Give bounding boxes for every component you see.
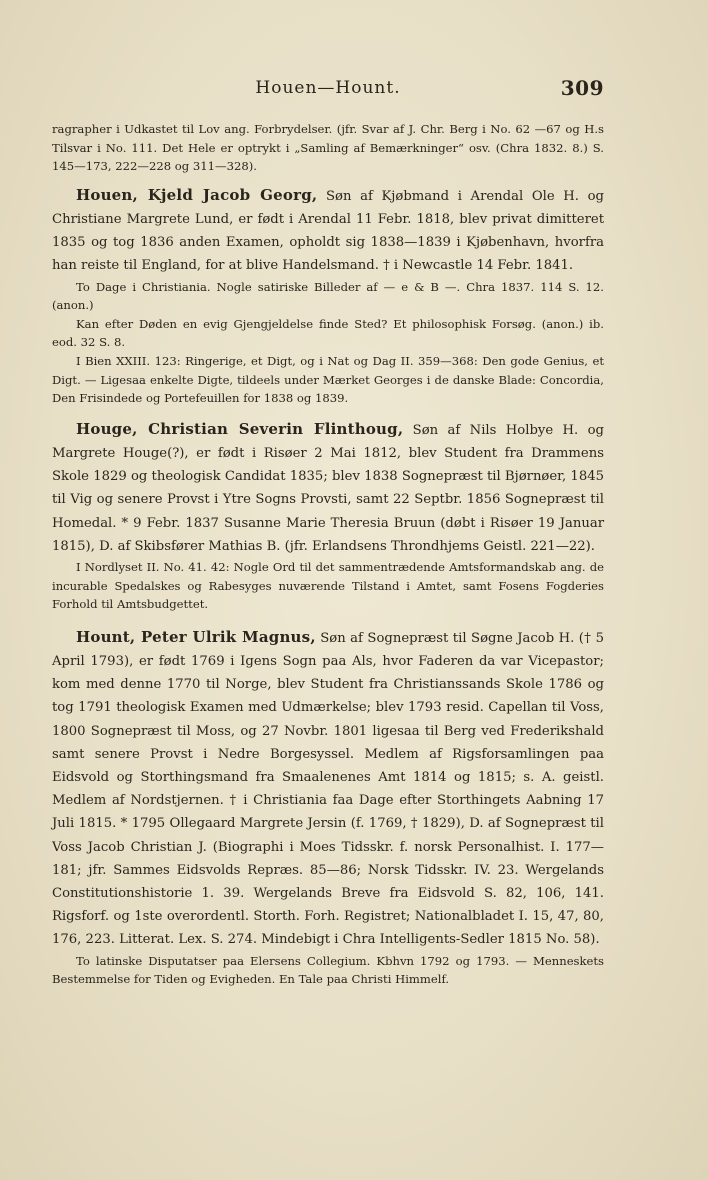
entry-bio: Søn af Kjøbmand i Arendal Ole H. og Christiane Margrete Lund, er født i Arendal 11 Febr. 1818, blev privat dimitteret 1835 og tog 1836 anden Examen, opholdt sig 1838—1839 i Kjøbenhavn, hvorfra han reiste til England, for at blive Handelsmand. † i Newcastle 14 Febr. 1841. <box>52 188 604 274</box>
entry-work: To Dage i Christiania. Nogle satiriske Billeder af — e & B —. Chra 1837. 114 S. 12. (anon.) <box>52 279 604 313</box>
entry-bio: Søn af Nils Holbye H. og Margrete Houge(?), er født i Risøer 2 Mai 1812, blev Student fra Drammens Skole 1829 og theologisk Candidat 1835; blev 1838 Sognepræst til Bjørnøer, 1845 til Vig og senere Provst i Ytre Sogns Provsti, samt 22 Septbr. 1856 Sognepræst til Homedal. * 9 Febr. 1837 Susanne Marie Theresia Bruun (døbt i Risøer 19 Januar 1815), D. af Skibsfører Mathias B. (jfr. Erlandsens Throndhjems Geistl. 221—22). <box>52 422 604 554</box>
entry-work: I Nordlyset II. No. 41. 42: Nogle Ord til det sammentrædende Amtsformandskab ang. de incurable Spedalskes og Rabesyges nuværende Tilstand i Amtet, samt Fosens Fogderies Forhold til Amtsbudgettet. <box>52 559 604 612</box>
running-title: Houen—Hount. <box>255 78 401 98</box>
entry-name: Houge, Christian Severin Flinthoug, <box>76 419 404 438</box>
entry-bio: Søn af Sognepræst til Søgne Jacob H. († 5 April 1793), er født 1769 i Igens Sogn paa Als, hvor Faderen da var Vicepastor; kom med denne 1770 til Norge, blev Student fra Christianssands Skole 1786 og tog 1791 theologisk Examen med Udmærkelse; blev 1793 resid. Capellan til Voss, 1800 Sognepræst til Moss, og 27 Novbr. 1801 ligesaa til Berg ved Frederikshald samt senere Provst i Nedre Borgesyssel. Medlem af Rigsforsamlingen paa Eidsvold og Storthingsmand fra Smaalenenes Amt 1814 og 1815; s. A. geistl. Medlem af Nordstjernen. † i Christiania faa Dage efter Storthingets Aabning 17 Juli 1815. * 1795 Ollegaard Margrete Jersin (f. 1769, † 1829), D. af Sognepræst til Voss Jacob Christian J. (Biographi i Moes Tidsskr. f. norsk Personalhist. I. 177—181; jfr. Sammes Eidsvolds Repræs. 85—86; Norsk Tidsskr. IV. 23. Wergelands Constitutionshistorie 1. 39. Wergelands Breve fra Eidsvold S. 82, 106, 141. Rigsforf. og 1ste overordentl. Storth. Forh. Registret; Nationalbladet I. 15, 47, 80, 176, 223. Litterat. Lex. S. 274. Mindebigt i Chra Intelligents-Sedler 1815 No. 58). <box>52 630 604 948</box>
entry-houge-christian <box>52 418 604 558</box>
page-header <box>52 78 604 102</box>
continuation-paragraph: ragrapher i Udkastet til Lov ang. Forbrydelser. (jfr. Svar af J. Chr. Berg i No. 62 —67 og H.s Tilsvar i No. 111. Det Hele er optrykt i „Samling af Bemærkninger“ osv. (Chra 1832. 8.) S. 145—173, 222—228 og 311—328). <box>52 122 604 174</box>
page-number: 309 <box>560 76 604 100</box>
entry-name: Hount, Peter Ulrik Magnus, <box>76 627 316 646</box>
entry-houen-kjeld <box>52 184 604 278</box>
entry-name: Houen, Kjeld Jacob Georg, <box>76 185 318 204</box>
entry-work: Kan efter Døden en evig Gjengjeldelse finde Sted? Et philosophisk Forsøg. (anon.) ib. eod. 32 S. 8. <box>52 316 604 350</box>
page-body <box>52 120 604 989</box>
entry-hount-peter <box>52 626 604 952</box>
entry-work: I Bien XXIII. 123: Ringerige, et Digt, og i Nat og Dag II. 359—368: Den gode Genius, et Digt. — Ligesaa enkelte Digte, tildeels under Mærket Georges i de danske Blade: Concordia, Den Frisindede og Portefeuillen for 1838 og 1839. <box>52 353 604 406</box>
entry-work: To latinske Disputatser paa Elersens Collegium. Kbhvn 1792 og 1793. — Menneskets Bestemmelse for Tiden og Evigheden. En Tale paa Christi Himmelf. <box>52 953 604 987</box>
